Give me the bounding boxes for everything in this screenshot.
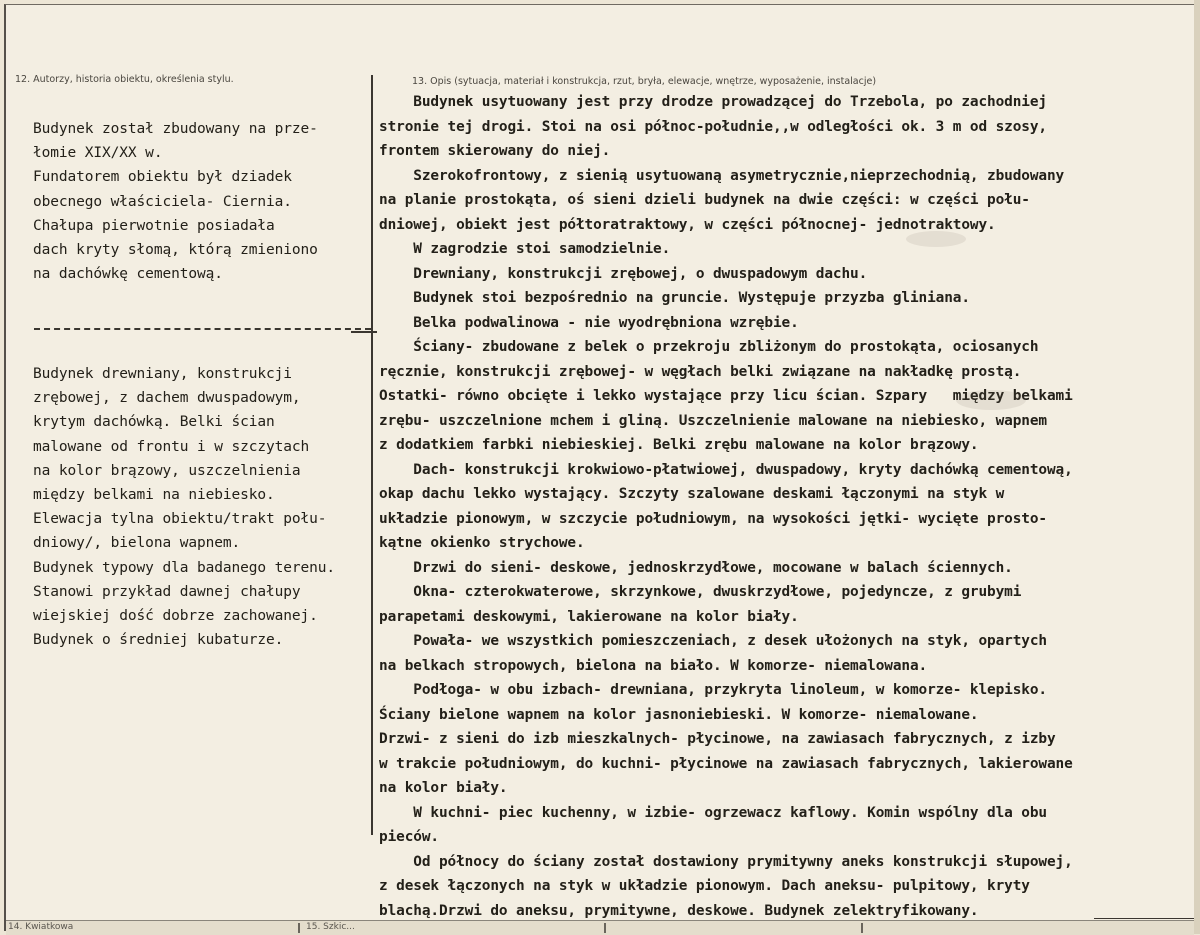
- description-line: Okna- czterokwaterowe, skrzynkowe, dwuskrzydłowe, pojedyncze, z grubymi: [379, 584, 1022, 600]
- summary-line: wiejskiej dość dobrze zachowanej.: [33, 607, 318, 624]
- summary-line: zrębowej, z dachem dwuspadowym,: [33, 390, 301, 407]
- summary-line: krytym dachówką. Belki ścian: [33, 414, 275, 431]
- summary-line: dniowy/, bielona wapnem.: [33, 535, 241, 552]
- section-12-header: 12. Autorzy, historia obiektu, określenia stylu.: [15, 74, 234, 85]
- column-divider: [371, 75, 373, 835]
- description-line: Drzwi- z sieni do izb mieszkalnych- płycinowe, na zawiasach fabrycznych, z izby: [379, 731, 1056, 747]
- description-line: Drewniany, konstrukcji zrębowej, o dwuspadowym dachu.: [379, 265, 868, 282]
- description-line: Powała- we wszystkich pomieszczeniach, z desek ułożonych na styk, opartych: [379, 633, 1047, 649]
- description-line: stronie tej drogi. Stoi na osi północ-południe,,w odległości ok. 3 m od szosy,: [379, 118, 1047, 135]
- description-line: blachą.Drzwi do aneksu, prymitywne, deskowe. Budynek zelektryfikowany.: [379, 902, 979, 919]
- description-line: w trakcie południowym, do kuchni- płycinowe na zawiasach fabrycznych, lakierowane: [379, 755, 1073, 772]
- description-line: W kuchni- piec kuchenny, w izbie- ogrzewacz kaflowy. Komin wspólny dla obu: [379, 804, 1047, 821]
- history-line: Budynek został zbudowany na prze-: [33, 121, 318, 137]
- summary-line: Budynek drewniany, konstrukcji: [33, 366, 292, 382]
- section-15-header: 15. Szkic...: [306, 922, 355, 932]
- history-line: Fundatorem obiektu był dziadek: [33, 169, 292, 186]
- history-line: obecnego właściciela- Ciernia.: [33, 193, 292, 210]
- description-line: Ściany- zbudowane z belek o przekroju zbliżonym do prostokąta, ociosanych: [379, 339, 1039, 355]
- description-line: frontem skierowany do niej.: [379, 143, 611, 159]
- summary-line: Stanowi przykład dawnej chałupy: [33, 583, 301, 600]
- history-line: Chałupa pierwotnie posiadała: [33, 217, 275, 234]
- description-line: pieców.: [379, 829, 439, 845]
- description-line: Budynek stoi bezpośrednio na gruncie. Występuje przyzba gliniana.: [379, 290, 970, 306]
- bottom-rule: [1094, 918, 1200, 919]
- left-section-divider: [34, 328, 371, 332]
- paper-smudge: [956, 390, 1026, 410]
- history-line: dach kryty słomą, którą zmieniono: [33, 241, 318, 258]
- history-text: [33, 117, 318, 286]
- description-line: Podłoga- w obu izbach- drewniana, przykryta linoleum, w komorze- klepisko.: [379, 682, 1047, 698]
- description-line: z desek łączonych na styk w układzie pionowym. Dach aneksu- pulpitowy, kryty: [379, 878, 1030, 894]
- paper-smudge: [906, 231, 966, 247]
- description-line: Belka podwalinowa - nie wyodrębniona wzrębie.: [379, 314, 799, 331]
- strip-tick: [861, 923, 863, 933]
- history-line: na dachówkę cementową.: [33, 266, 223, 283]
- description-line: na belkach stropowych, bielona na biało. W komorze- niemalowana.: [379, 657, 928, 674]
- description-line: W zagrodzie stoi samodzielnie.: [379, 241, 671, 257]
- left-section-divider-tail: [351, 331, 377, 333]
- summary-line: malowane od frontu i w szczytach: [33, 438, 310, 455]
- summary-text: [33, 362, 335, 652]
- summary-line: między belkami na niebiesko.: [33, 486, 275, 503]
- description-line: Drzwi do sieni- deskowe, jednoskrzydłowe, mocowane w balach ściennych.: [379, 559, 1013, 576]
- description-line: na kolor biały.: [379, 780, 508, 796]
- strip-tick: [298, 923, 300, 933]
- description-line: Szerokofrontowy, z sienią usytuowaną asymetrycznie,nieprzechodnią, zbudowany: [379, 167, 1065, 184]
- strip-tick: [604, 923, 606, 933]
- description-line: układzie pionowym, w szczycie południowym, na wysokości jętki- wycięte prosto-: [379, 510, 1047, 527]
- description-line: Od północy do ściany został dostawiony prymitywny aneks konstrukcji słupowej,: [379, 853, 1073, 870]
- summary-line: Budynek o średniej kubaturze.: [33, 632, 284, 649]
- description-line: dniowej, obiekt jest półtoratraktowy, w części północnej- jednotraktowy.: [379, 216, 996, 233]
- description-line: okap dachu lekko wystający. Szczyty szalowane deskami łączonymi na styk w: [379, 486, 1005, 502]
- description-line: z dodatkiem farbki niebieskiej. Belki zrębu malowane na kolor brązowy.: [379, 437, 979, 453]
- summary-line: Elewacja tylna obiektu/trakt połu-: [33, 511, 327, 528]
- description-line: Ściany bielone wapnem na kolor jasnoniebieski. W komorze- niemalowane.: [379, 706, 979, 723]
- description-line: ręcznie, konstrukcji zrębowej- w węgłach belki związane na nakładkę prostą.: [379, 363, 1022, 380]
- description-line: Ostatki- równo obcięte i lekko wystające przy licu ścian. Szpary między belkami: [379, 388, 1073, 404]
- description-line: zrębu- uszczelnione mchem i gliną. Uszczelnienie malowane na niebiesko, wapnem: [379, 412, 1047, 429]
- section-14-header: 14. Kwiatkowa: [8, 922, 74, 932]
- summary-line: Budynek typowy dla badanego terenu.: [33, 559, 336, 576]
- description-text: [379, 90, 1073, 923]
- description-line: kątne okienko strychowe.: [379, 535, 585, 551]
- section-13-header: 13. Opis (sytuacja, materiał i konstrukcja, rzut, bryła, elewacje, wnętrze, wyposażenie, instalacje): [412, 76, 877, 87]
- history-line: łomie XIX/XX w.: [33, 145, 163, 162]
- summary-line: na kolor brązowy, uszczelnienia: [33, 462, 301, 479]
- description-line: parapetami deskowymi, lakierowane na kolor biały.: [379, 608, 799, 625]
- description-line: Dach- konstrukcji krokwiowo-płatwiowej, dwuspadowy, kryty dachówką cementową,: [379, 461, 1073, 478]
- document-page: [4, 4, 1196, 931]
- page-edge: [1194, 0, 1200, 934]
- description-line: Budynek usytuowany jest przy drodze prowadzącej do Trzebola, po zachodniej: [379, 94, 1047, 110]
- next-section-strip: [6, 920, 1194, 935]
- description-line: na planie prostokąta, oś sieni dzieli budynek na dwie części: w części połu-: [379, 192, 1030, 208]
